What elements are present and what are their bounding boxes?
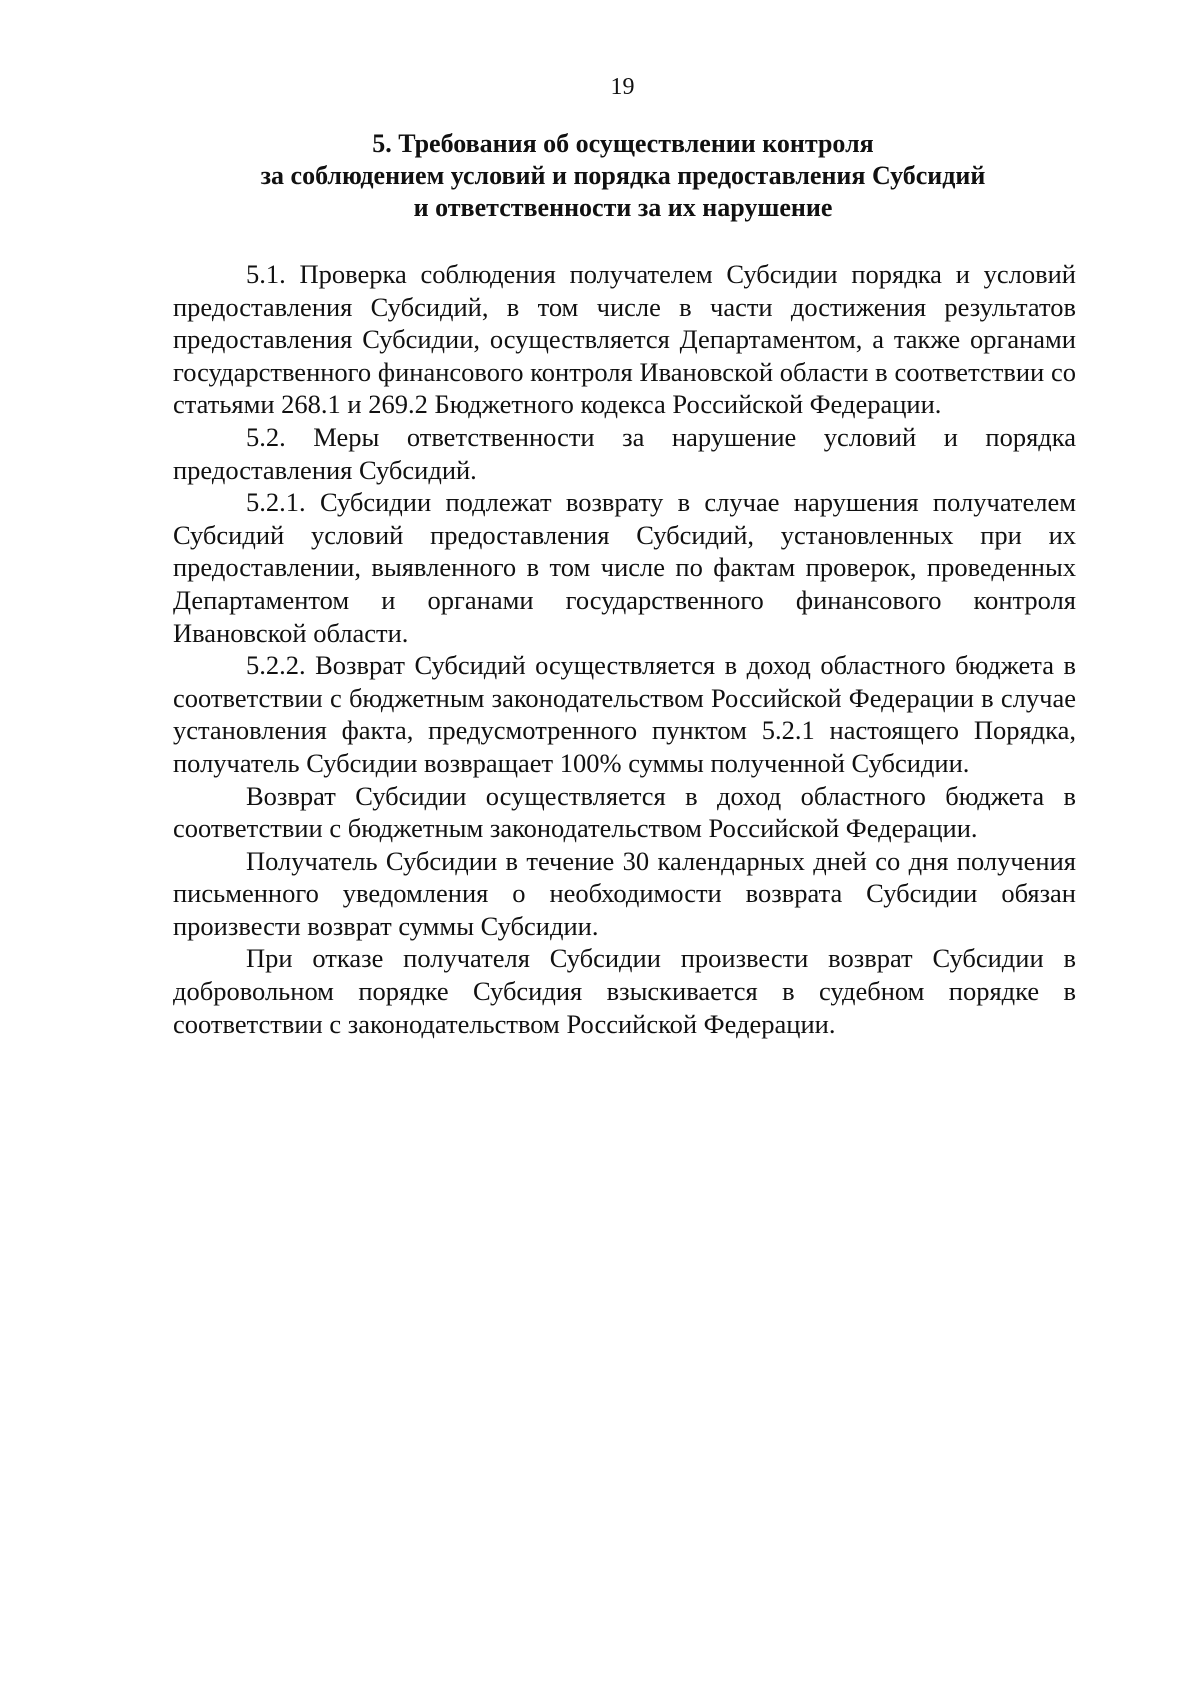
paragraph-judicial-recovery: При отказе получателя Субсидии произвести возврат Субсидии в добровольном порядке Субсидия взыскивается в судебном порядке в соответствии с законодательством Российской Федерации. bbox=[173, 943, 1076, 1039]
paragraph-refund-destination: Возврат Субсидии осуществляется в доход областного бюджета в соответствии с бюджетным законодательством Российской Федерации. bbox=[173, 780, 1076, 844]
section-heading bbox=[170, 128, 1076, 224]
paragraph-5-2: 5.2. Меры ответственности за нарушение условий и порядка предоставления Субсидий. bbox=[173, 421, 1076, 485]
heading-line-1: 5. Требования об осуществлении контроля bbox=[372, 129, 874, 158]
document-body bbox=[173, 258, 1076, 1040]
page-number: 19 bbox=[610, 74, 635, 100]
heading-line-2: за соблюдением условий и порядка предоставления Субсидий bbox=[260, 161, 986, 190]
paragraph-5-2-2: 5.2.2. Возврат Субсидий осуществляется в доход областного бюджета в соответствии с бюджетным законодательством Российской Федерации в случае установления факта, предусмотренного пунктом 5.2.1 настоящего Порядка, получатель Субсидии возвращает 100% суммы полученной Субсидии. bbox=[173, 650, 1076, 778]
paragraph-5-1: 5.1. Проверка соблюдения получателем Субсидии порядка и условий предоставления Субсидий, в том числе в части достижения результатов предоставления Субсидии, осуществляется Департаментом, а также органами государственного финансового контроля Ивановской области в соответствии со статьями 268.1 и 269.2 Бюджетного кодекса Российской Федерации. bbox=[173, 259, 1076, 420]
paragraph-5-2-1: 5.2.1. Субсидии подлежат возврату в случае нарушения получателем Субсидий условий предоставления Субсидий, установленных при их предоставлении, выявленного в том числе по фактам проверок, проведенных Департаментом и органами государственного финансового контроля Ивановской области. bbox=[173, 487, 1076, 648]
paragraph-refund-deadline: Получатель Субсидии в течение 30 календарных дней со дня получения письменного уведомления о необходимости возврата Субсидии обязан произвести возврат суммы Субсидии. bbox=[173, 845, 1076, 941]
heading-line-3: и ответственности за их нарушение bbox=[413, 193, 833, 222]
